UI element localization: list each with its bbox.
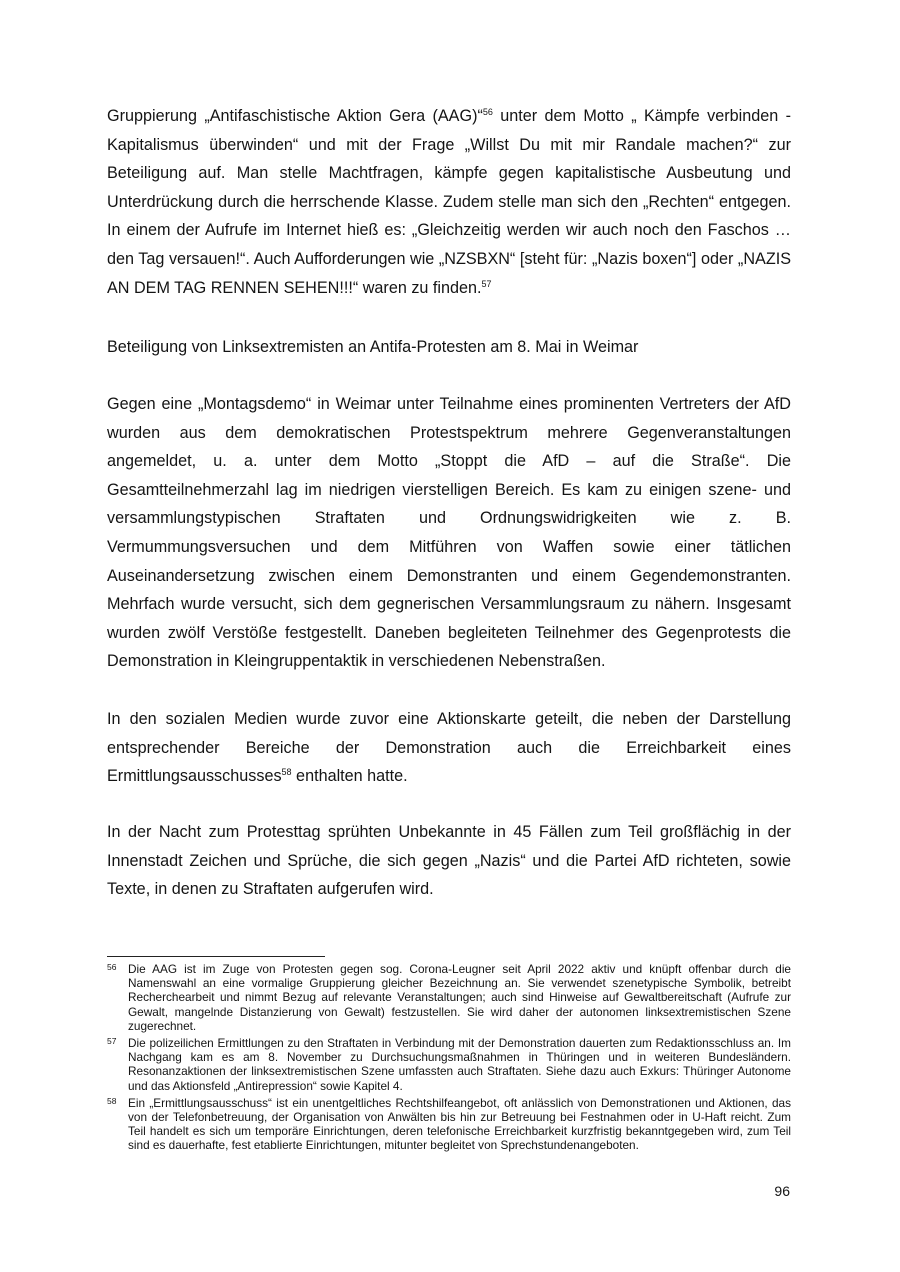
footnote-text: Die AAG ist im Zuge von Protesten gegen sog. Corona-Leugner seit April 2022 aktiv und knüpft offenbar durch die Namenswahl an eine vormalige Gruppierung gleicher Bezeichnung an. Sie verwendet szenetypische Symbolik, betreibt Recherchearbeit und nimmt Bezug auf relevante Veranstaltungen; auch sind Hinweise auf Gewaltbereitschaft (Aufrufe zur Gewalt, mangelnde Distanzierung von Gewalt) festzustellen. Sie wird daher der autonomen linksextremistischen Szene zugerechnet. xyxy=(128,962,791,1033)
page-number: 96 xyxy=(774,1183,790,1199)
footnote-ref-57[interactable]: 57 xyxy=(481,278,492,289)
footnote-56 xyxy=(107,962,791,1033)
footnote-ref-58[interactable]: 58 xyxy=(281,767,292,778)
body-paragraph-4: In der Nacht zum Protesttag sprühten Unbekannte in 45 Fällen zum Teil großflächig in der Innenstadt Zeichen und Sprüche, die sich gegen „Nazis“ und die Partei AfD richteten, sowie Texte, in denen zu Straftaten aufgerufen wird. xyxy=(107,823,791,899)
footnote-57 xyxy=(107,1036,791,1093)
footnote-number: 58 xyxy=(107,1095,117,1106)
body-paragraph-1: Gruppierung „Antifaschistische Aktion Gera (AAG)“$^{56}$ unter dem Motto „ Kämpfe verbinden - Kapitalismus überwinden“ und mit der Frage „Willst Du mit mir Randale machen?“ zur Beteiligung auf. Man stelle Machtfragen, kämpfe gegen kapitalistische Ausbeutung und Unterdrückung durch die herrschende Klasse. Zudem stelle man sich den „Rechten“ entgegen. In einem der Aufrufe im Internet hieß es: „Gleichzeitig werden wir auch noch den Faschos … den Tag versauen!“. Auch Aufforderungen wie „NZSBXN“ [steht für: „Nazis boxen“] oder „NAZIS AN DEM TAG RENNEN SEHEN!!!“ waren zu finden.$^{57}$ xyxy=(107,107,791,297)
footnote-ref-56[interactable]: 56 xyxy=(482,107,493,117)
footnotes xyxy=(107,962,791,1156)
footnote-number: 56 xyxy=(107,962,117,972)
footnote-text: Ein „Ermittlungsausschuss“ ist ein unentgeltliches Rechtshilfeangebot, oft anlässlich von Demonstrationen und Aktionen, das von der Telefonbetreuung, der Organisation von Anwälten bis hin zur Betreuung bei Festnahmen oder in U-Haft reicht. Zum Teil handelt es sich um temporäre Einrichtungen, deren telefonische Erreichbarkeit kurzfristig bekanntgegeben wird, zum Teil sind es dauerhafte, fest etablierte Einrichtungen, mitunter begleitet von Sprechstundenangeboten. xyxy=(128,1095,791,1153)
footnote-number: 57 xyxy=(107,1036,117,1047)
footnote-58 xyxy=(107,1096,791,1153)
body-paragraph-3: In den sozialen Medien wurde zuvor eine Aktionskarte geteilt, die neben der Darstellung entsprechender Bereiche der Demonstration auch die Erreichbarkeit eines Ermittlungsausschusses$^{58}$ enthalten hatte. xyxy=(107,710,791,786)
section-heading: Beteiligung von Linksextremisten an Antifa-Protesten am 8. Mai in Weimar xyxy=(107,338,639,356)
footnote-text: Die polizeilichen Ermittlungen zu den Straftaten in Verbindung mit der Demonstration dauerten zum Redaktionsschluss an. Im Nachgang kam es am 8. November zu Durchsuchungsmaßnahmen in Thüringen und in weiteren Bundesländern. Resonanzaktionen der linksextremistischen Szene umfassten auch Straftaten. Siehe dazu auch Exkurs: Thüringer Autonome und das Aktionsfeld „Antirepression“ sowie Kapitel 4. xyxy=(128,1036,791,1093)
footnote-separator xyxy=(107,956,325,957)
body-paragraph-2: Gegen eine „Montagsdemo“ in Weimar unter Teilnahme eines prominenten Vertreters der AfD wurden aus dem demokratischen Protestspektrum mehrere Gegenveranstaltungen angemeldet, u. a. unter dem Motto „Stoppt die AfD – auf die Straße“. Die Gesamtteilnehmerzahl lag im niedrigen vierstelligen Bereich. Es kam zu einigen szene- und versammlungstypischen Straftaten und Ordnungswidrigkeiten wie z. B. Vermummungsversuchen und dem Mitführen von Waffen sowie einer tätlichen Auseinandersetzung zwischen einem Demonstranten und einem Gegendemonstranten. Mehrfach wurde versucht, sich dem gegnerischen Versammlungsraum zu nähern. Insgesamt wurden zwölf Verstöße festgestellt. Daneben begleiteten Teilnehmer des Gegenprotests die Demonstration in Kleingruppentaktik in verschiedenen Nebenstraßen. xyxy=(107,395,791,671)
